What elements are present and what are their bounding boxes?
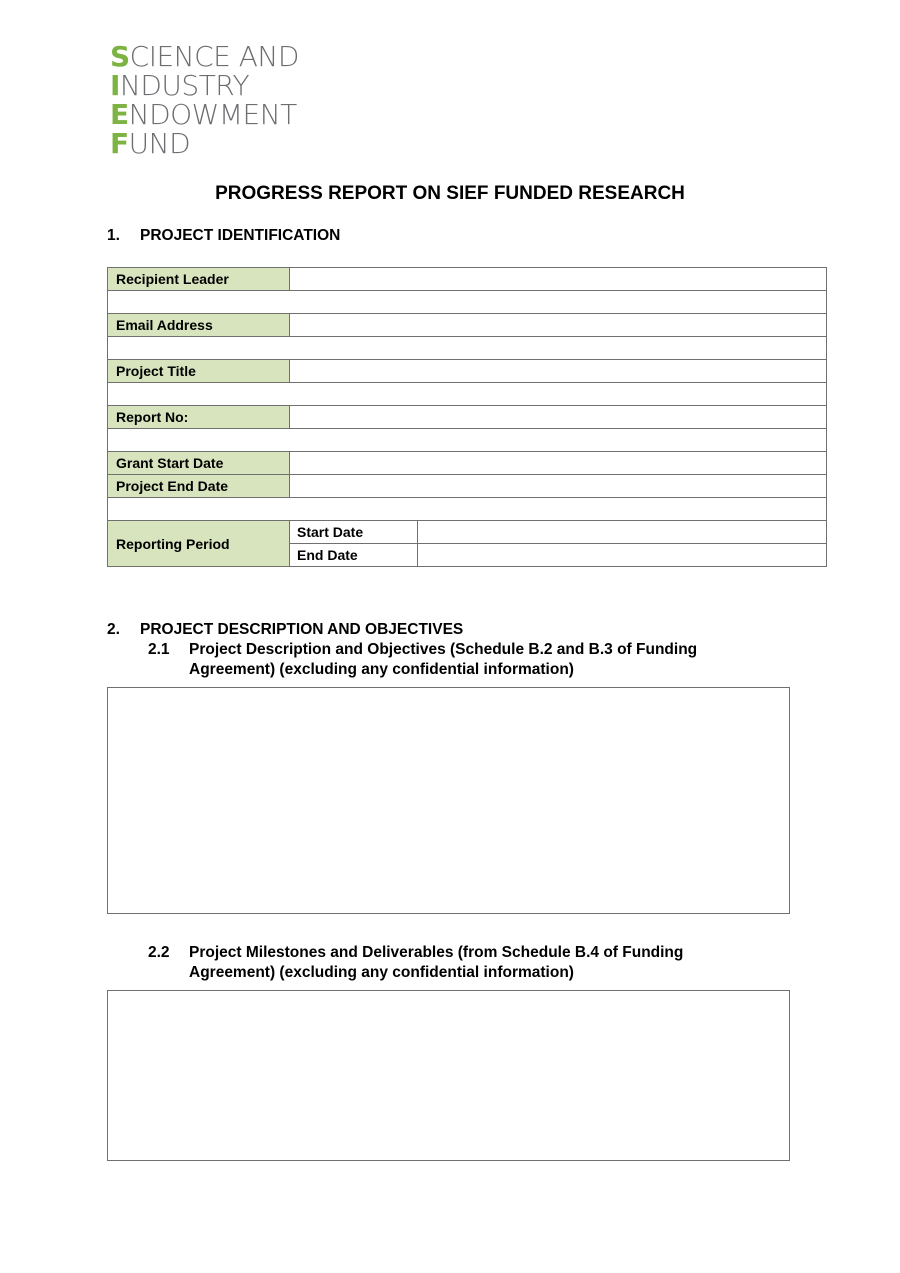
email-address-field[interactable] bbox=[290, 314, 827, 337]
section-1-title: PROJECT IDENTIFICATION bbox=[140, 227, 341, 244]
spacer-cell bbox=[108, 383, 827, 406]
subsection-2-2-title: Project Milestones and Deliverables (from Schedule B.4 of Funding Agreement) (excluding any confidential information) bbox=[189, 944, 684, 981]
subsection-2-2-number: 2.2 bbox=[148, 944, 170, 961]
grant-start-date-label: Grant Start Date bbox=[108, 452, 290, 475]
subsection-2-2-heading bbox=[148, 943, 769, 982]
project-end-date-field[interactable] bbox=[290, 475, 827, 498]
row-report-no bbox=[108, 406, 827, 429]
grant-start-date-field[interactable] bbox=[290, 452, 827, 475]
spacer-cell bbox=[108, 337, 827, 360]
section-1-number: 1. bbox=[107, 227, 120, 244]
start-date-field[interactable] bbox=[418, 521, 827, 544]
project-description-textarea[interactable] bbox=[107, 687, 790, 914]
recipient-leader-field[interactable] bbox=[290, 268, 827, 291]
project-identification-table bbox=[107, 267, 827, 567]
subsection-2-1-title: Project Description and Objectives (Schedule B.2 and B.3 of Funding Agreement) (excluding any confidential information) bbox=[189, 641, 698, 678]
spacer-row bbox=[108, 291, 827, 314]
end-date-field[interactable] bbox=[418, 544, 827, 567]
row-project-end-date bbox=[108, 475, 827, 498]
spacer-row bbox=[108, 383, 827, 406]
report-no-label: Report No: bbox=[108, 406, 290, 429]
recipient-leader-label: Recipient Leader bbox=[108, 268, 290, 291]
page-title: PROGRESS REPORT ON SIEF FUNDED RESEARCH bbox=[215, 183, 685, 204]
spacer-cell bbox=[108, 498, 827, 521]
row-recipient-leader bbox=[108, 268, 827, 291]
spacer-cell bbox=[108, 429, 827, 452]
logo-line-4: FUND bbox=[110, 127, 191, 160]
row-email-address bbox=[108, 314, 827, 337]
subsection-2-1-number: 2.1 bbox=[148, 641, 170, 658]
subsection-2-1-heading bbox=[148, 640, 769, 679]
section-2-number: 2. bbox=[107, 621, 120, 638]
section-1-heading bbox=[107, 227, 340, 245]
sief-logo bbox=[110, 42, 299, 158]
logo-line-3: ENDOWMENT bbox=[110, 98, 297, 131]
spacer-row bbox=[108, 337, 827, 360]
end-date-label: End Date bbox=[290, 544, 418, 567]
row-reporting-period-start bbox=[108, 521, 827, 544]
row-grant-start-date bbox=[108, 452, 827, 475]
project-title-field[interactable] bbox=[290, 360, 827, 383]
project-title-label: Project Title bbox=[108, 360, 290, 383]
row-project-title bbox=[108, 360, 827, 383]
email-address-label: Email Address bbox=[108, 314, 290, 337]
start-date-label: Start Date bbox=[290, 521, 418, 544]
logo-line-2: INDUSTRY bbox=[110, 69, 250, 102]
logo-line-1: SCIENCE AND bbox=[110, 40, 299, 73]
reporting-period-label: Reporting Period bbox=[108, 521, 290, 567]
project-end-date-label: Project End Date bbox=[108, 475, 290, 498]
spacer-row bbox=[108, 429, 827, 452]
section-2-title: PROJECT DESCRIPTION AND OBJECTIVES bbox=[140, 621, 464, 638]
milestones-deliverables-textarea[interactable] bbox=[107, 990, 790, 1161]
spacer-cell bbox=[108, 291, 827, 314]
spacer-row bbox=[108, 498, 827, 521]
section-2-heading bbox=[107, 621, 463, 639]
report-no-field[interactable] bbox=[290, 406, 827, 429]
